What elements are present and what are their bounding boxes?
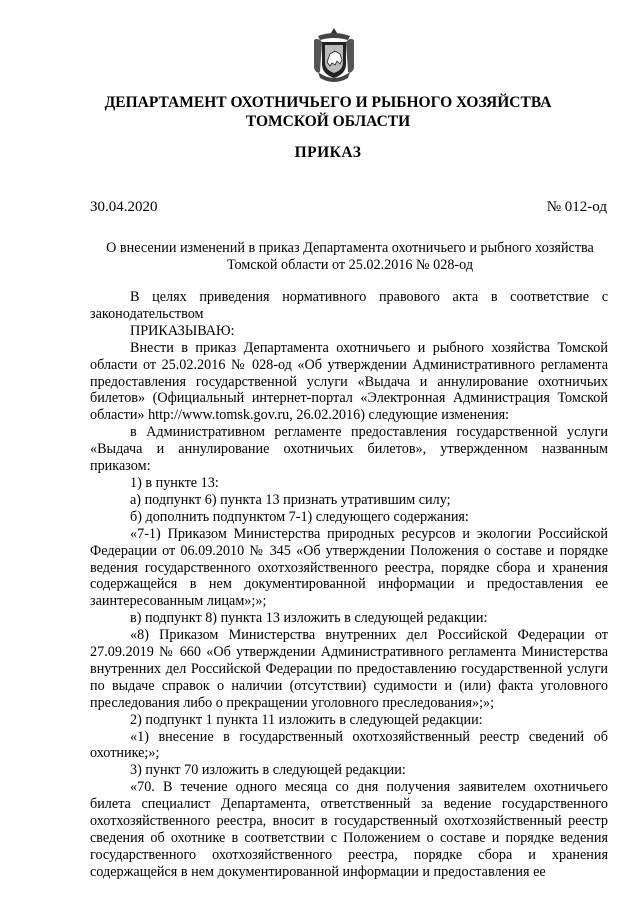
paragraph-item-1a: а) подпункт 6) пункта 13 признать утратившим силу; — [130, 491, 451, 508]
order-body — [90, 289, 608, 881]
paragraph-order-word: ПРИКАЗЫВАЮ: — [130, 322, 235, 339]
paragraph-item-70-text: «70. В течение одного месяца со дня получения заявителем охотничьего билета специалист Департамента, ответственный за ведение государственного охотхозяйственного реестра, вносит в государственный охотхозяйственный реестр сведения об охотнике в соответствии с Положением о составе и порядке ведения государственного охотхозяйственного реестра, порядке сбора и хранения содержащейся в нем документированной информации и предоставления ее — [90, 779, 608, 880]
order-subject — [90, 240, 610, 274]
paragraph-item-1b: б) дополнить подпунктом 7-1) следующего содержания: — [130, 508, 469, 525]
document-type-title: ПРИКАЗ — [294, 144, 362, 161]
paragraph-main-instruction: Внести в приказ Департамента охотничьего и рыбного хозяйства Томской области от 25.02.2016 № 028-од «Об утверждении Административного регламента предоставления государственной услуги «Выдача и аннулирование охотничьих билетов» (Официальный интернет-портал «Электронная Администрация Томской области» http://www.tomsk.gov.ru, 26.02.2016) следующие изменения: — [90, 339, 608, 424]
department-name-line2: ТОМСКОЙ ОБЛАСТИ — [245, 113, 411, 130]
paragraph-item-2: 2) подпункт 1 пункта 11 изложить в следующей редакции: — [130, 711, 483, 728]
paragraph-regulation: в Административном регламенте предоставления государственной услуги «Выдача и аннулирование охотничьих билетов», утвержденном названным приказом: — [90, 424, 608, 475]
paragraph-item-7-1-text: «7-1) Приказом Министерства природных ресурсов и экологии Российской Федерации от 06.09.2010 № 345 «Об утверждении Положения о составе и порядке ведения государственного охотхозяйственного реестра, порядке сбора и хранения содержащейся в нем документированной информации и предоставления ее заинтересованным лицам»;»; — [90, 525, 608, 610]
order-number: № 012-од — [546, 199, 607, 215]
subject-line1: О внесении изменений в приказ Департамента охотничьего и рыбного хозяйства — [106, 240, 594, 256]
paragraph-item-2-text: «1) внесение в государственный охотхозяйственный реестр сведений об охотнике;»; — [90, 728, 608, 762]
coat-of-arms-icon — [312, 26, 356, 84]
paragraph-item-1: 1) в пункте 13: — [130, 474, 219, 491]
department-name-line1: ДЕПАРТАМЕНТ ОХОТНИЧЬЕГО И РЫБНОГО ХОЗЯЙСТВА — [104, 94, 552, 111]
subject-line2: Томской области от 25.02.2016 № 028-од — [226, 257, 474, 273]
paragraph-preamble: В целях приведения нормативного правового акта в соответствие с законодательством — [90, 289, 608, 322]
paragraph-item-1c: в) подпункт 8) пункта 13 изложить в следующей редакции: — [130, 610, 488, 627]
order-date: 30.04.2020 — [90, 199, 158, 215]
paragraph-item-8-text: «8) Приказом Министерства внутренних дел Российской Федерации от 27.09.2019 № 660 «Об утверждении Административного регламента Министерства внутренних дел Российской Федерации по предоставлению государственной услуги по выдаче справок о наличии (отсутствии) судимости и (или) факта уголовного преследования либо о прекращении уголовного преследования»;»; — [90, 627, 608, 711]
paragraph-item-3: 3) пункт 70 изложить в следующей редакции: — [130, 762, 406, 779]
